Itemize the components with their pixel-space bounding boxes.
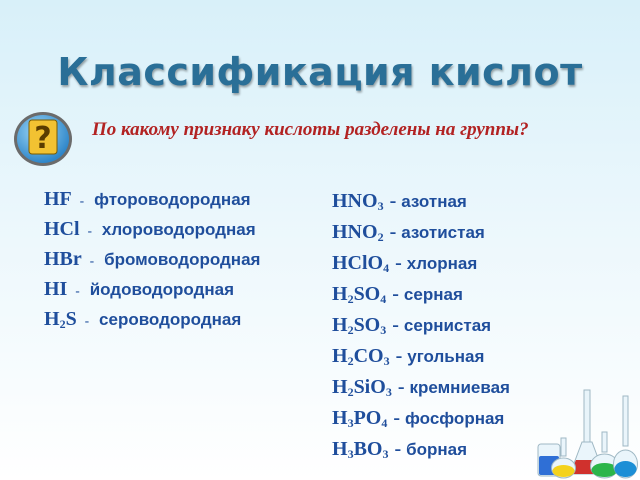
formula-subscript: 3: [382, 447, 389, 461]
formula-subscript: 3: [347, 416, 354, 430]
acid-name: угольная: [407, 347, 485, 366]
formula-subscript: 3: [347, 447, 354, 461]
acid-name: хлорная: [406, 254, 478, 273]
oxygen-free-acid-row: [44, 278, 260, 308]
formula-subscript: 2: [347, 354, 354, 368]
acid-formula: [332, 376, 392, 399]
formula-part: HBr: [44, 248, 82, 270]
oxygen-acid-row: [332, 438, 510, 469]
oxygen-free-acid-row: [44, 188, 260, 218]
acid-name: йодоводородная: [89, 280, 235, 299]
acid-formula: [44, 218, 80, 241]
separator-dash: -: [75, 283, 80, 298]
formula-subscript: 3: [377, 199, 384, 213]
formula-part: HF: [44, 188, 72, 210]
separator-dash: -: [392, 283, 399, 305]
acid-formula: [332, 221, 384, 244]
formula-part: S: [65, 308, 77, 330]
oxygen-acid-row: [332, 221, 510, 252]
formula-part: HI: [44, 278, 68, 300]
formula-part: H: [44, 308, 60, 330]
acid-name: сероводородная: [99, 310, 242, 329]
formula-part: SO: [353, 283, 381, 305]
formula-part: PO: [353, 407, 382, 429]
lab-flasks-icon: [530, 384, 640, 480]
oxygen-acids-list: [332, 190, 510, 469]
oxygen-acid-row: [332, 345, 510, 376]
formula-part: H: [332, 314, 348, 336]
question-text: По какому признаку кислоты разделены на группы?: [92, 119, 529, 140]
acid-name: борная: [406, 440, 468, 459]
formula-subscript: 4: [383, 261, 390, 275]
formula-part: CO: [353, 345, 384, 367]
acid-name: азотная: [401, 192, 467, 211]
oxygen-acid-row: [332, 314, 510, 345]
formula-part: HClO: [332, 252, 384, 274]
separator-dash: -: [89, 253, 95, 268]
formula-part: H: [332, 283, 348, 305]
acid-name: хлороводородная: [101, 220, 256, 239]
formula-subscript: 4: [381, 416, 388, 430]
acid-name: азотистая: [401, 223, 485, 242]
formula-part: BO: [353, 438, 383, 460]
acid-name: фтороводородная: [94, 190, 251, 209]
formula-subscript: 2: [347, 292, 354, 306]
formula-subscript: 3: [380, 323, 387, 337]
acid-formula: [332, 252, 389, 275]
formula-part: HCl: [44, 218, 80, 240]
formula-part: H: [332, 376, 348, 398]
oxygen-free-acid-row: [44, 218, 260, 248]
oxygen-free-acids-list: [44, 188, 260, 338]
separator-dash: -: [394, 438, 402, 460]
separator-dash: -: [395, 252, 402, 274]
separator-dash: -: [395, 345, 403, 367]
formula-subscript: 2: [347, 323, 354, 337]
formula-subscript: 2: [377, 230, 384, 244]
acid-formula: [332, 314, 386, 337]
acid-name: серная: [403, 285, 463, 304]
formula-part: HNO: [332, 190, 378, 212]
formula-part: HNO: [332, 221, 378, 243]
acid-name: бромоводородная: [104, 250, 261, 269]
formula-subscript: 4: [380, 292, 387, 306]
acid-formula: [44, 188, 72, 211]
formula-part: SO: [353, 314, 381, 336]
question-mark-icon: [12, 110, 74, 168]
formula-subscript: 3: [383, 354, 390, 368]
separator-dash: -: [84, 313, 90, 328]
formula-part: H: [332, 438, 348, 460]
separator-dash: -: [87, 223, 92, 238]
oxygen-free-acid-row: [44, 248, 260, 278]
formula-part: H: [332, 345, 348, 367]
separator-dash: -: [393, 407, 401, 429]
acid-formula: [332, 283, 386, 306]
acid-formula: [332, 345, 390, 368]
acid-name: фосфорная: [405, 409, 505, 428]
acid-formula: [44, 248, 82, 271]
acid-formula: [332, 438, 388, 461]
formula-part: H: [332, 407, 348, 429]
acid-name: сернистая: [403, 316, 492, 335]
acid-formula: [332, 407, 387, 430]
oxygen-acid-row: [332, 283, 510, 314]
separator-dash: -: [79, 193, 85, 208]
formula-subscript: 2: [59, 317, 66, 331]
acid-formula: [332, 190, 384, 213]
formula-part: SiO: [353, 376, 386, 398]
acid-name: кремниевая: [409, 378, 510, 397]
formula-subscript: 3: [385, 385, 392, 399]
svg-text:?: ?: [34, 121, 52, 156]
page-title: Классификация кислот: [57, 50, 583, 94]
oxygen-acid-row: [332, 190, 510, 221]
separator-dash: -: [392, 314, 399, 336]
acid-formula: [44, 308, 77, 331]
oxygen-acid-row: [332, 407, 510, 438]
acid-formula: [44, 278, 67, 301]
separator-dash: -: [389, 221, 397, 243]
separator-dash: -: [397, 376, 405, 398]
oxygen-acid-row: [332, 252, 510, 283]
oxygen-acid-row: [332, 376, 510, 407]
separator-dash: -: [389, 190, 397, 212]
formula-subscript: 2: [347, 385, 354, 399]
oxygen-free-acid-row: [44, 308, 260, 338]
